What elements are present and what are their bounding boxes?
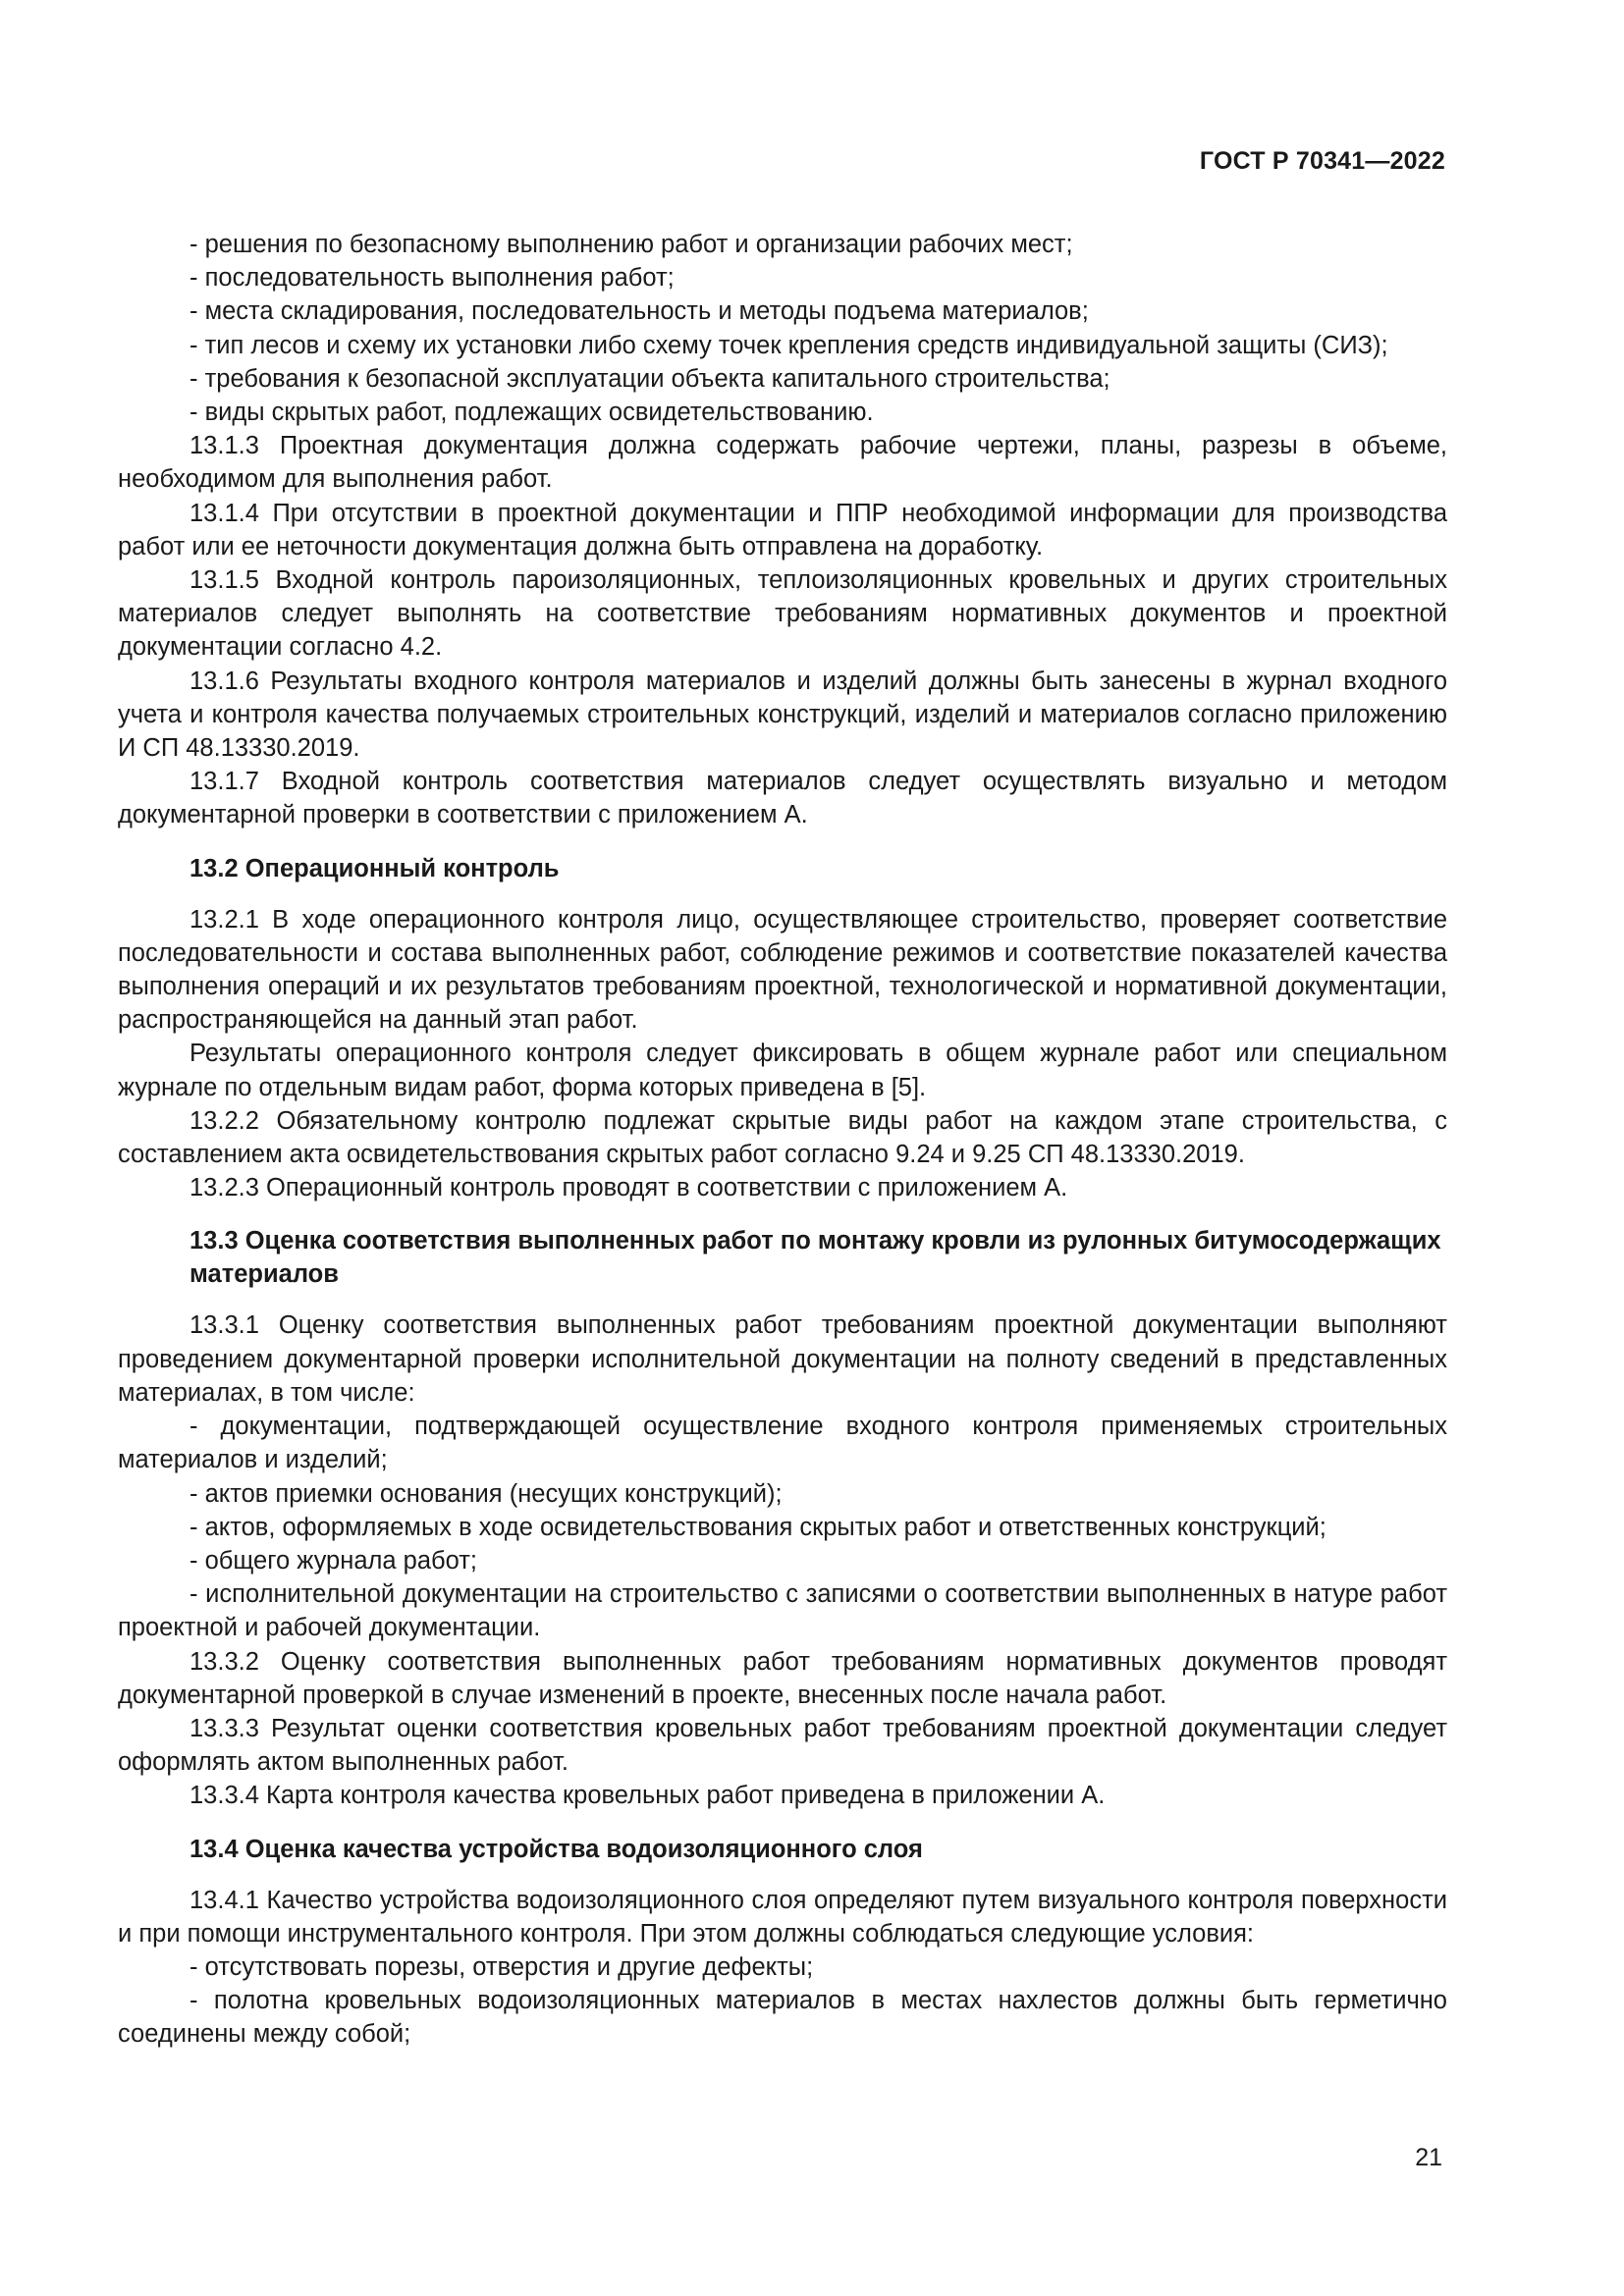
section-heading-13-3: 13.3 Оценка соответствия выполненных работ по монтажу кровли из рулонных битумосодержащих материалов: [189, 1227, 1441, 1289]
clause-13-3-2: 13.3.2 Оценку соответствия выполненных работ требованиям нормативных документов проводят документарной проверкой в случае изменений в проекте, внесенных после начала работ.: [118, 1647, 1447, 1709]
paragraph: Результаты операционного контроля следует фиксировать в общем журнале работ или специальном журнале по отдельным видам работ, форма которых приведена в [5].: [118, 1040, 1447, 1101]
page-number: 21: [1415, 2144, 1442, 2171]
clause-13-1-7: 13.1.7 Входной контроль соответствия материалов следует осуществлять визуально и методом документарной проверки в соответствии с приложением А.: [118, 768, 1447, 829]
section-heading-13-4: 13.4 Оценка качества устройства водоизоляционного слоя: [189, 1835, 923, 1863]
list-item: - места складирования, последовательность и методы подъема материалов;: [189, 297, 1089, 326]
list-item: - требования к безопасной эксплуатации объекта капитального строительства;: [189, 364, 1110, 393]
document-code-header: ГОСТ Р 70341—2022: [1199, 147, 1445, 175]
clause-13-1-3: 13.1.3 Проектная документация должна содержать рабочие чертежи, планы, разрезы в объеме, необходимом для выполнения работ.: [118, 432, 1447, 494]
list-item: - тип лесов и схему их установки либо схему точек крепления средств индивидуальной защиты (СИЗ);: [189, 331, 1388, 359]
section-heading-13-2: 13.2 Операционный контроль: [189, 854, 560, 882]
list-item: - полотна кровельных водоизоляционных материалов в местах нахлестов должны быть герметично соединены между собой;: [118, 1987, 1447, 2049]
list-item: - последовательность выполнения работ;: [189, 264, 675, 293]
clause-13-3-3: 13.3.3 Результат оценки соответствия кровельных работ требованиям проектной документации следует оформлять актом выполненных работ.: [118, 1714, 1447, 1777]
clause-13-1-4: 13.1.4 При отсутствии в проектной документации и ППР необходимой информации для производства работ или ее неточности документация должна быть отправлена на доработку.: [118, 499, 1447, 561]
clause-13-3-1: 13.3.1 Оценку соответствия выполненных работ требованиям проектной документации выполняют проведением документарной проверки исполнительной документации на полноту сведений в представленных материалах, в том числе:: [118, 1311, 1447, 1407]
list-item: - отсутствовать порезы, отверстия и другие дефекты;: [189, 1952, 814, 1981]
list-item: - актов приемки основания (несущих конструкций);: [189, 1479, 783, 1508]
clause-13-4-1: 13.4.1 Качество устройства водоизоляционного слоя определяют путем визуального контроля поверхности и при помощи инструментального контроля. При этом должны соблюдаться следующие условия:: [118, 1886, 1447, 1948]
clause-13-1-5: 13.1.5 Входной контроль пароизоляционных, теплоизоляционных кровельных и других строительных материалов следует выполнять на соответствие требованиям нормативных документов и проектной документации согласно 4.2.: [118, 566, 1447, 662]
list-item: - виды скрытых работ, подлежащих освидетельствованию.: [189, 399, 874, 427]
clause-13-1-6: 13.1.6 Результаты входного контроля материалов и изделий должны быть занесены в журнал входного учета и контроля качества получаемых строительных конструкций, изделий и материалов согласно приложению И СП 48.13330.2019.: [118, 667, 1447, 763]
clause-13-2-2: 13.2.2 Обязательному контролю подлежат скрытые виды работ на каждом этапе строительства, с составлением акта освидетельствования скрытых работ согласно 9.24 и 9.25 СП 48.13330.2019.: [118, 1106, 1447, 1169]
clause-13-3-4: 13.3.4 Карта контроля качества кровельных работ приведена в приложении А.: [189, 1782, 1106, 1810]
clause-13-2-1: 13.2.1 В ходе операционного контроля лицо, осуществляющее строительство, проверяет соответствие последовательности и состава выполненных работ, соблюдение режимов и соответствие показателей качества выполнения операций и их результатов требованиям проектной, технологической и нормативной документации, распространяющейся на данный этап работ.: [118, 905, 1447, 1035]
list-item: - документации, подтверждающей осуществление входного контроля применяемых строительных материалов и изделий;: [118, 1413, 1447, 1474]
list-item: - общего журнала работ;: [189, 1546, 478, 1575]
clause-13-2-3: 13.2.3 Операционный контроль проводят в соответствии с приложением А.: [189, 1174, 1068, 1202]
document-body: [118, 228, 1447, 2052]
list-item: - решения по безопасному выполнению работ и организации рабочих мест;: [189, 231, 1073, 258]
list-item: - исполнительной документации на строительство с записями о соответствии выполненных в натуре работ проектной и рабочей документации.: [118, 1580, 1447, 1642]
list-item: - актов, оформляемых в ходе освидетельствования скрытых работ и ответственных конструкций;: [189, 1513, 1326, 1541]
